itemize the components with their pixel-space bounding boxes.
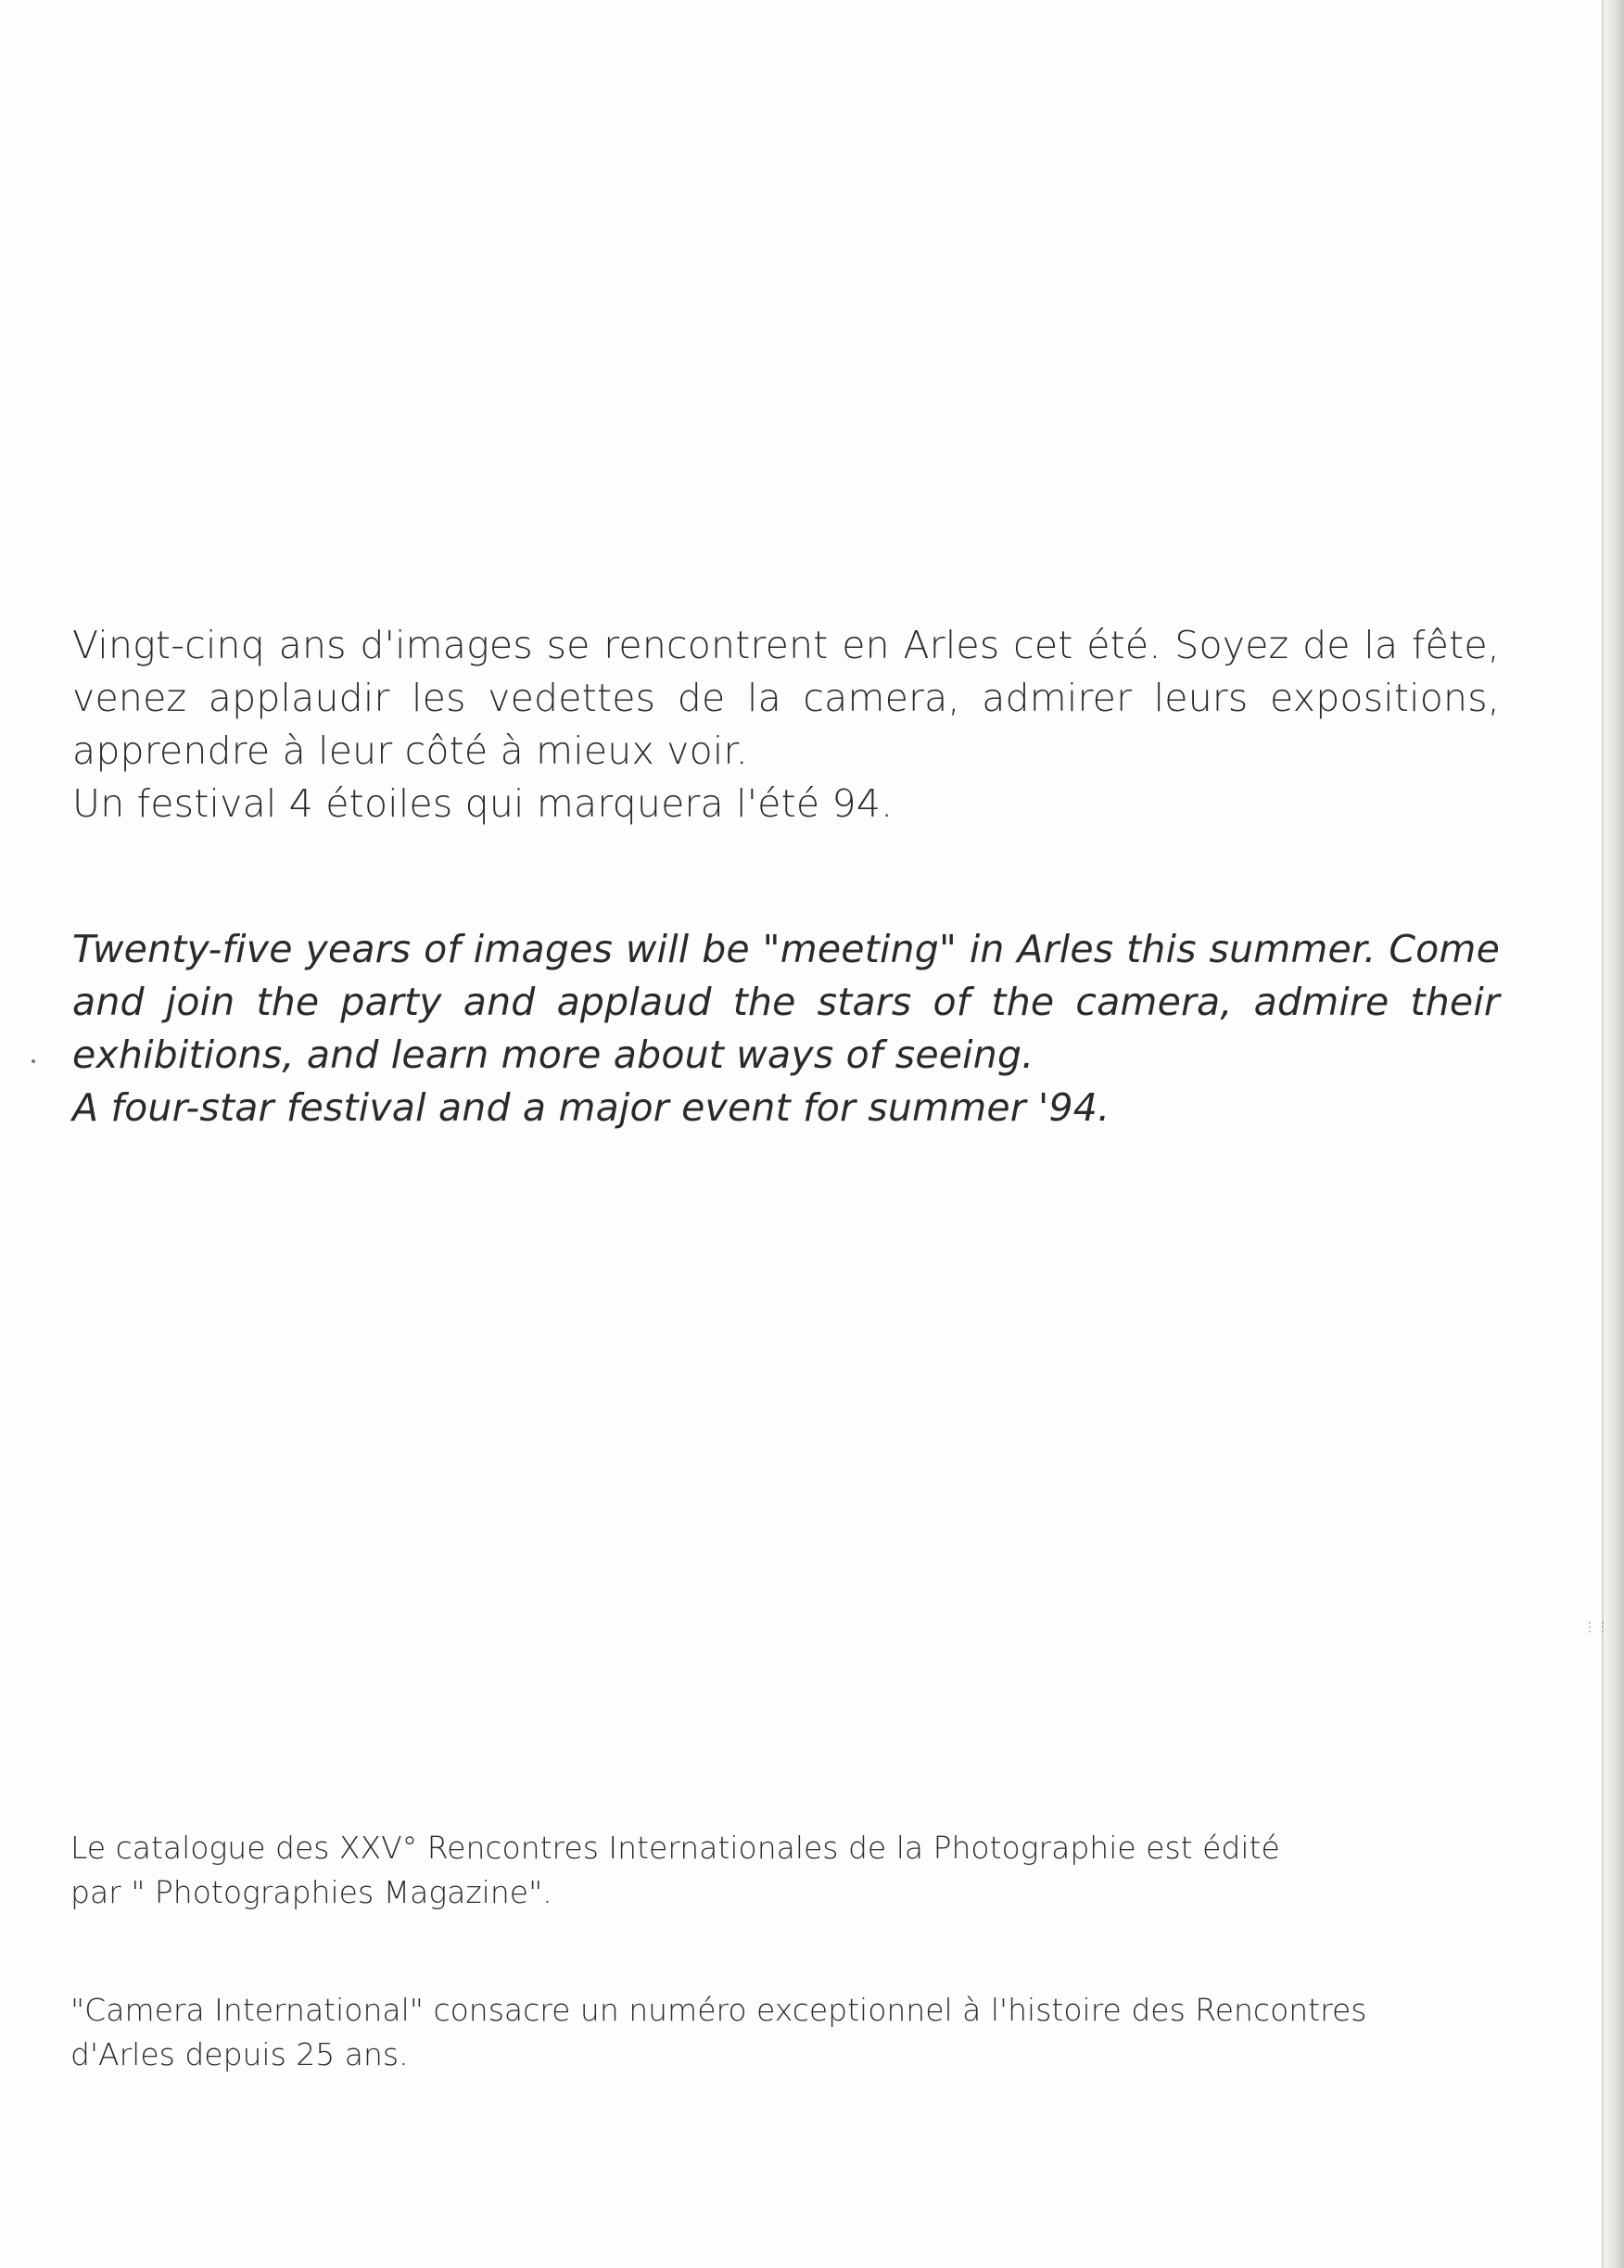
camera-note-line-1: "Camera International" consacre un numéro exceptionnel à l'histoire des Rencontres — [70, 1992, 1367, 2028]
intro-en-line-3: exhibitions, and learn more about ways of seeing. — [72, 1033, 1034, 1077]
intro-fr-line-4: Un festival 4 étoiles qui marquera l'été 94. — [72, 781, 894, 826]
intro-en-line-4: A four-star festival and a major event for summer '94. — [72, 1085, 1110, 1130]
catalogue-note-line-2: par " Photographies Magazine". — [70, 1874, 552, 1910]
intro-paragraph-french — [72, 619, 1500, 830]
catalogue-note — [70, 1826, 1368, 1915]
catalogue-note-line-1: Le catalogue des XXV° Rencontres Internationales de la Photographie est édité — [70, 1830, 1280, 1866]
camera-note-line-2: d'Arles depuis 25 ans. — [70, 2036, 409, 2072]
intro-paragraph-english — [72, 923, 1500, 1134]
scan-edge-mark: ⋮⋮ — [1583, 1620, 1609, 1635]
scan-speck — [32, 1059, 35, 1063]
page-edge-shadow — [1604, 0, 1624, 2268]
intro-fr-line-2: venez applaudir les vedettes de la camera, admirer leurs expositions, — [72, 676, 1500, 720]
intro-en-line-2: and join the party and applaud the stars of the camera, admire their — [72, 980, 1500, 1024]
intro-en-line-1: Twenty-five years of images will be "meeting" in Arles this summer. Come — [72, 927, 1500, 971]
intro-fr-line-1: Vingt-cinq ans d'images se rencontrent en Arles cet été. Soyez de la fête, — [72, 623, 1500, 667]
camera-international-note — [70, 1988, 1368, 2077]
intro-fr-line-3: apprendre à leur côté à mieux voir. — [72, 729, 749, 773]
